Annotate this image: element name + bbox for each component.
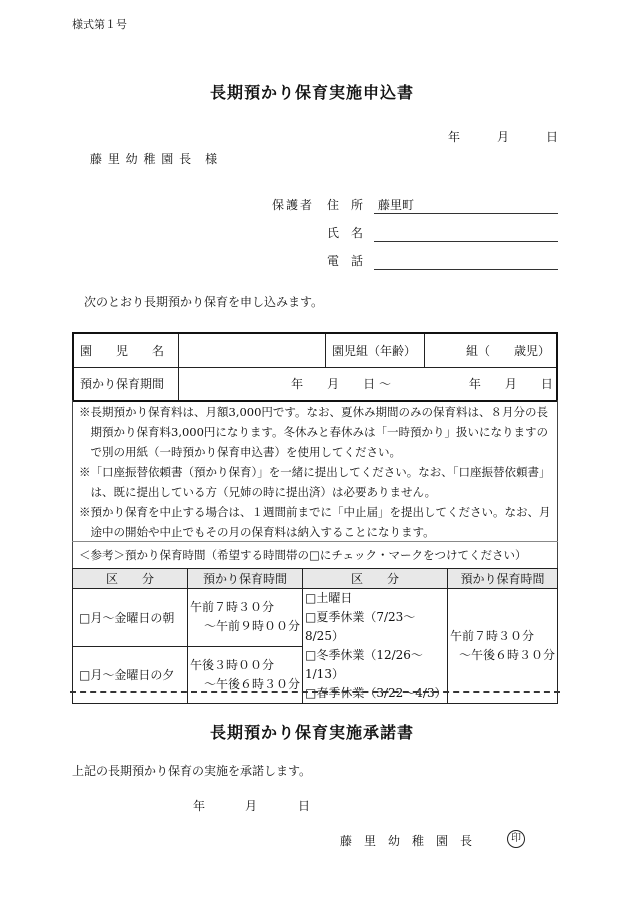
name-label: 氏 名 — [327, 226, 364, 240]
approval-signer: 藤 里 幼 稚 園 長 — [340, 834, 473, 848]
intro-text: 次のとおり長期預かり保育を申し込みます。 — [84, 295, 324, 309]
note-line: 期預かり保育料3,000円になります。冬休みと春休みは「一時預かり」扱いになりますの — [79, 425, 548, 439]
phone-field[interactable] — [374, 269, 558, 270]
holiday-time-start: 午前７時３０分 — [450, 629, 535, 643]
holiday-time-end: ～午後６時３０分 — [458, 648, 555, 662]
note-line: ※長期預かり保育料は、月額3,000円です。なお、夏休み期間のみの保育料は、８月分の長 — [79, 405, 548, 419]
period-label: 預かり保育期間 — [73, 367, 179, 401]
child-name-label: 園 児 名 — [73, 333, 179, 367]
address-field[interactable]: 藤里町 — [378, 198, 415, 212]
application-table — [72, 332, 558, 402]
holiday-options — [303, 589, 448, 704]
period-from: 年 月 日 〜 — [291, 377, 391, 392]
saturday-checkbox[interactable]: □土曜日 — [305, 591, 353, 605]
form-number: 様式第１号 — [72, 18, 127, 31]
reference-heading: ＜参考＞預かり保育時間（希望する時間帯の□にチェック・マークをつけてください） — [79, 548, 527, 562]
cut-line — [70, 691, 560, 693]
date-day-label: 日 — [546, 130, 559, 144]
child-name-field[interactable] — [179, 333, 326, 367]
evening-checkbox[interactable]: □月～金曜日の夕 — [73, 646, 188, 704]
col-time-right: 預かり保育時間 — [448, 569, 558, 589]
approval-year-label: 年 — [193, 799, 206, 813]
spring-checkbox[interactable]: □春季休業（3/22〜4/3） — [305, 686, 447, 700]
holiday-time — [448, 589, 558, 704]
form-title: 長期預かり保育実施申込書 — [210, 83, 415, 102]
summer-checkbox[interactable]: □夏季休業（7/23〜8/25） — [305, 610, 416, 643]
approval-text: 上記の長期預かり保育の実施を承諾します。 — [72, 764, 312, 778]
period-field[interactable] — [179, 367, 558, 401]
notes-divider — [72, 541, 558, 542]
approval-title: 長期預かり保育実施承諾書 — [210, 723, 415, 742]
approval-day-label: 日 — [298, 799, 311, 813]
morning-checkbox[interactable]: □月～金曜日の朝 — [73, 589, 188, 647]
note-line: で別の用紙（一時預かり保育申込書）を使用してください。 — [79, 445, 401, 459]
address-underline — [374, 213, 558, 214]
seal-label: 印 — [511, 833, 521, 844]
date-month-label: 月 — [497, 130, 510, 144]
evening-time-start: 午後３時００分 — [190, 657, 275, 672]
phone-label: 電 話 — [327, 254, 364, 268]
period-to: 年 月 日 — [468, 377, 553, 392]
evening-time-end: ～午後６時３０分 — [203, 676, 300, 691]
morning-time-start: 午前７時３０分 — [190, 600, 275, 615]
winter-checkbox[interactable]: □冬季休業（12/26〜1/13） — [305, 648, 423, 681]
guardian-label: 保護者 — [272, 198, 315, 212]
col-kubun-right: 区 分 — [303, 569, 448, 589]
address-label: 住 所 — [327, 198, 364, 212]
seal-mark — [507, 830, 525, 848]
morning-time-end: ～午前９時００分 — [203, 619, 300, 634]
reference-table — [72, 568, 558, 704]
approval-month-label: 月 — [245, 799, 258, 813]
recipient: 藤 里 幼 稚 園 長 様 — [90, 152, 219, 166]
morning-time — [188, 589, 303, 647]
name-field[interactable] — [374, 241, 558, 242]
date-year-label: 年 — [448, 130, 461, 144]
class-field[interactable]: 組（ 歳児） — [425, 333, 558, 367]
notes-box — [72, 400, 558, 568]
note-line: ※「口座振替依頼書（預かり保育）」を一緒に提出してください。なお、「口座振替依頼書」 — [79, 465, 551, 479]
note-line: 途中の開始や中止でもその月の保育料は納入することになります。 — [79, 525, 435, 539]
col-time: 預かり保育時間 — [188, 569, 303, 589]
note-line: ※預かり保育を中止する場合は、１週間前までに「中止届」を提出してください。なお、月 — [79, 505, 551, 519]
note-line: は、既に提出している方（兄姉の時に提出済）は必要ありません。 — [79, 485, 437, 499]
col-kubun: 区 分 — [73, 569, 188, 589]
class-label: 園児組（年齢） — [326, 333, 425, 367]
evening-time — [188, 646, 303, 704]
